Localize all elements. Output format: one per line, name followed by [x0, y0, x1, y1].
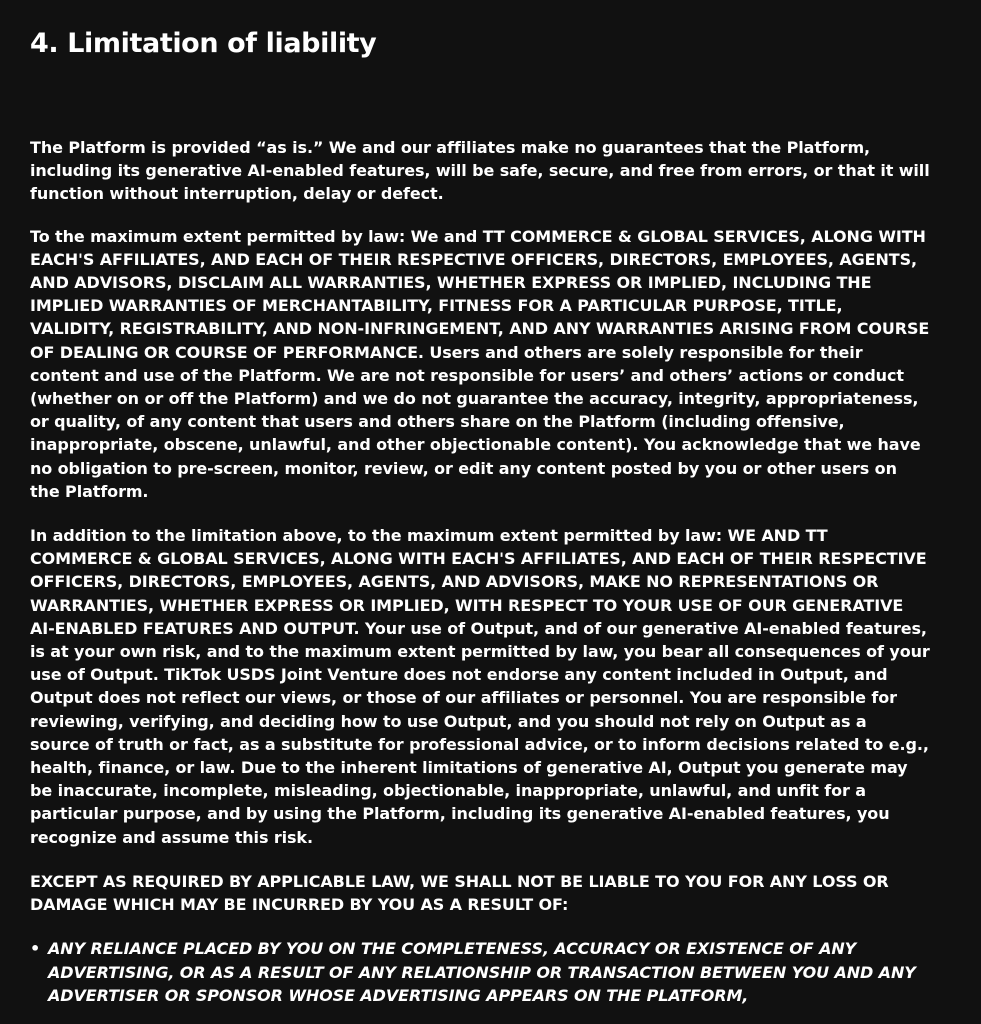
paragraph-warranty-disclaimer: To the maximum extent permitted by law: We and TT COMMERCE & GLOBAL SERVICES, ALONG WITH EACH'S AFFILIATES, AND EACH OF THEIR RESPECTIVE OFFICERS, DIRECTORS, EMPLOYEES, AGENTS, AND ADVISORS, DISCLAIM ALL WARRANTIES, WHETHER EXPRESS OR IMPLIED, INCLUDING THE IMPLIED WARRANTIES OF MERCHANTABILITY, FITNESS FOR A PARTICULAR PURPOSE, TITLE, VALIDITY, REGISTRABILITY, AND NON-INFRINGEMENT, AND ANY WARRANTIES ARISING FROM COURSE OF DEALING OR COURSE OF PERFORMANCE. Users and others are solely responsible for their content and use of the Platform. We are not responsible for users’ and others’ actions or conduct (whether on or off the Platform) and we do not guarantee the accuracy, integrity, appropriateness, or quality, of any content that users and others share on the Platform (including offensive, inappropriate, obscene, unlawful, and other objectionable content). You acknowledge that we have no obligation to pre-screen, monitor, review, or edit any content posted by you or other users on the Platform. [30, 226, 930, 501]
liability-list [30, 937, 931, 1007]
paragraph-as-is: The Platform is provided “as is.” We and our affiliates make no guarantees that the Platform, including its generative AI-enabled features, will be safe, secure, and free from errors, or that it will function without interruption, delay or defect. [30, 138, 930, 204]
section-body [30, 136, 931, 1007]
section-title: 4. Limitation of liability [30, 28, 377, 59]
paragraph-ai-output: In addition to the limitation above, to the maximum extent permitted by law: WE AND TT COMMERCE & GLOBAL SERVICES, ALONG WITH EACH'S AFFILIATES, AND EACH OF THEIR RESPECTIVE OFFICERS, DIRECTORS, EMPLOYEES, AGENTS, AND ADVISORS, MAKE NO REPRESENTATIONS OR WARRANTIES, WHETHER EXPRESS OR IMPLIED, WITH RESPECT TO YOUR USE OF OUR GENERATIVE AI-ENABLED FEATURES AND OUTPUT. Your use of Output, and of our generative AI-enabled features, is at your own risk, and to the maximum extent permitted by law, you bear all consequences of your use of Output. TikTok USDS Joint Venture does not endorse any content included in Output, and Output does not reflect our views, or those of our affiliates or personnel. You are responsible for reviewing, verifying, and deciding how to use Output, and you should not rely on Output as a source of truth or fact, as a substitute for professional advice, or to inform decisions related to e.g., health, finance, or law. Due to the inherent limitations of generative AI, Output you generate may be inaccurate, incomplete, misleading, objectionable, inappropriate, unlawful, and unfit for a particular purpose, and by using the Platform, including its generative AI-enabled features, you recognize and assume this risk. [30, 526, 930, 847]
list-item-text: ANY RELIANCE PLACED BY YOU ON THE COMPLETENESS, ACCURACY OR EXISTENCE OF ANY ADVERTISING, OR AS A RESULT OF ANY RELATIONSHIP OR TRANSACTION BETWEEN YOU AND ANY ADVERTISER OR SPONSOR WHOSE ADVERTISING APPEARS ON THE PLATFORM, [48, 939, 916, 1005]
bullet-icon: • [30, 939, 41, 959]
paragraph-liability-exclusion: EXCEPT AS REQUIRED BY APPLICABLE LAW, WE SHALL NOT BE LIABLE TO YOU FOR ANY LOSS OR DAMAGE WHICH MAY BE INCURRED BY YOU AS A RESULT OF: [30, 871, 889, 915]
list-item [30, 937, 931, 1007]
